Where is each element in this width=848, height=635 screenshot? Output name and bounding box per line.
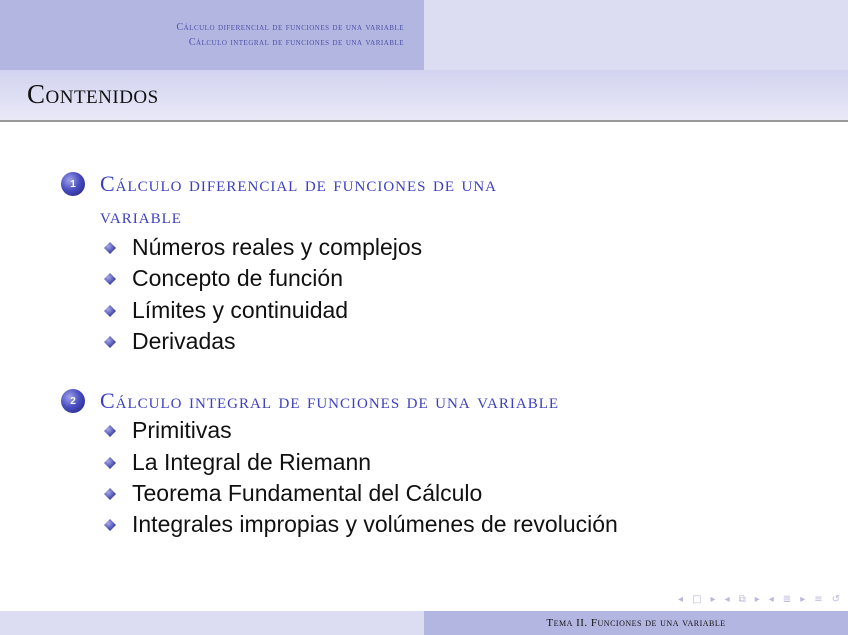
footline-left (0, 611, 424, 635)
toc-subsection-label: La Integral de Riemann (132, 449, 372, 475)
next-subsection-icon[interactable]: ▸ (754, 594, 760, 605)
footline-title: Tema II. Funciones de una variable (546, 617, 726, 629)
next-frame-icon[interactable]: ▸ (710, 594, 716, 605)
frame-icon[interactable]: □ (692, 594, 702, 605)
toc-subsection-label: Números reales y complejos (132, 234, 423, 260)
footline (0, 611, 848, 635)
toc-subsection[interactable] (104, 509, 618, 540)
frame-title-bar (0, 70, 848, 122)
prev-section-icon[interactable]: ◂ (768, 594, 774, 605)
nav-section-2[interactable]: Cálculo integral de funciones de una variable (188, 37, 404, 48)
diamond-bullet-icon (104, 457, 116, 469)
diamond-bullet-icon (104, 242, 116, 254)
diamond-bullet-icon (104, 336, 116, 348)
toc-section-1-title-line1[interactable]: Cálculo diferencial de funciones de una (100, 171, 497, 196)
headline-section-list (0, 0, 424, 70)
search-icon[interactable]: ↺ (831, 594, 840, 605)
footline-right (424, 611, 848, 635)
section-icon[interactable]: ≣ (782, 594, 792, 605)
diamond-bullet-icon (104, 519, 116, 531)
align-icon[interactable]: ≡ (814, 594, 823, 605)
toc-subsection-label: Derivadas (132, 328, 236, 354)
section-number-ball: 1 (61, 172, 85, 196)
toc-section-1-title-line2[interactable]: variable (100, 203, 182, 228)
subsection-icon[interactable]: ⧉ (738, 594, 746, 605)
prev-frame-icon[interactable]: ◂ (678, 594, 684, 605)
diamond-bullet-icon (104, 488, 116, 500)
prev-subsection-icon[interactable]: ◂ (724, 594, 730, 605)
diamond-bullet-icon (104, 273, 116, 285)
diamond-bullet-icon (104, 305, 116, 317)
toc-subsection[interactable] (104, 232, 422, 263)
toc-subsection-label: Concepto de función (132, 265, 343, 291)
next-section-icon[interactable]: ▸ (800, 594, 806, 605)
headline (0, 0, 848, 70)
toc-subsection-label: Teorema Fundamental del Cálculo (132, 480, 483, 506)
toc-subsection[interactable] (104, 478, 482, 509)
toc-subsection-label: Límites y continuidad (132, 297, 349, 323)
toc-subsection[interactable] (104, 295, 348, 326)
headline-subsection-area (424, 0, 848, 70)
toc-section-2-title[interactable]: Cálculo integral de funciones de una variable (100, 388, 560, 413)
diamond-bullet-icon (104, 425, 116, 437)
toc-subsection[interactable] (104, 263, 343, 294)
navigation-symbols (560, 590, 840, 610)
frame-title: Contenidos (27, 79, 159, 109)
toc-subsection-label: Integrales impropias y volúmenes de revolución (132, 511, 618, 537)
toc-subsection-label: Primitivas (132, 417, 232, 443)
toc-subsection[interactable] (104, 326, 236, 357)
toc-subsection[interactable] (104, 415, 232, 446)
section-number-ball: 2 (61, 389, 85, 413)
nav-section-1[interactable]: Cálculo diferencial de funciones de una variable (176, 22, 404, 33)
toc-subsection[interactable] (104, 447, 371, 478)
